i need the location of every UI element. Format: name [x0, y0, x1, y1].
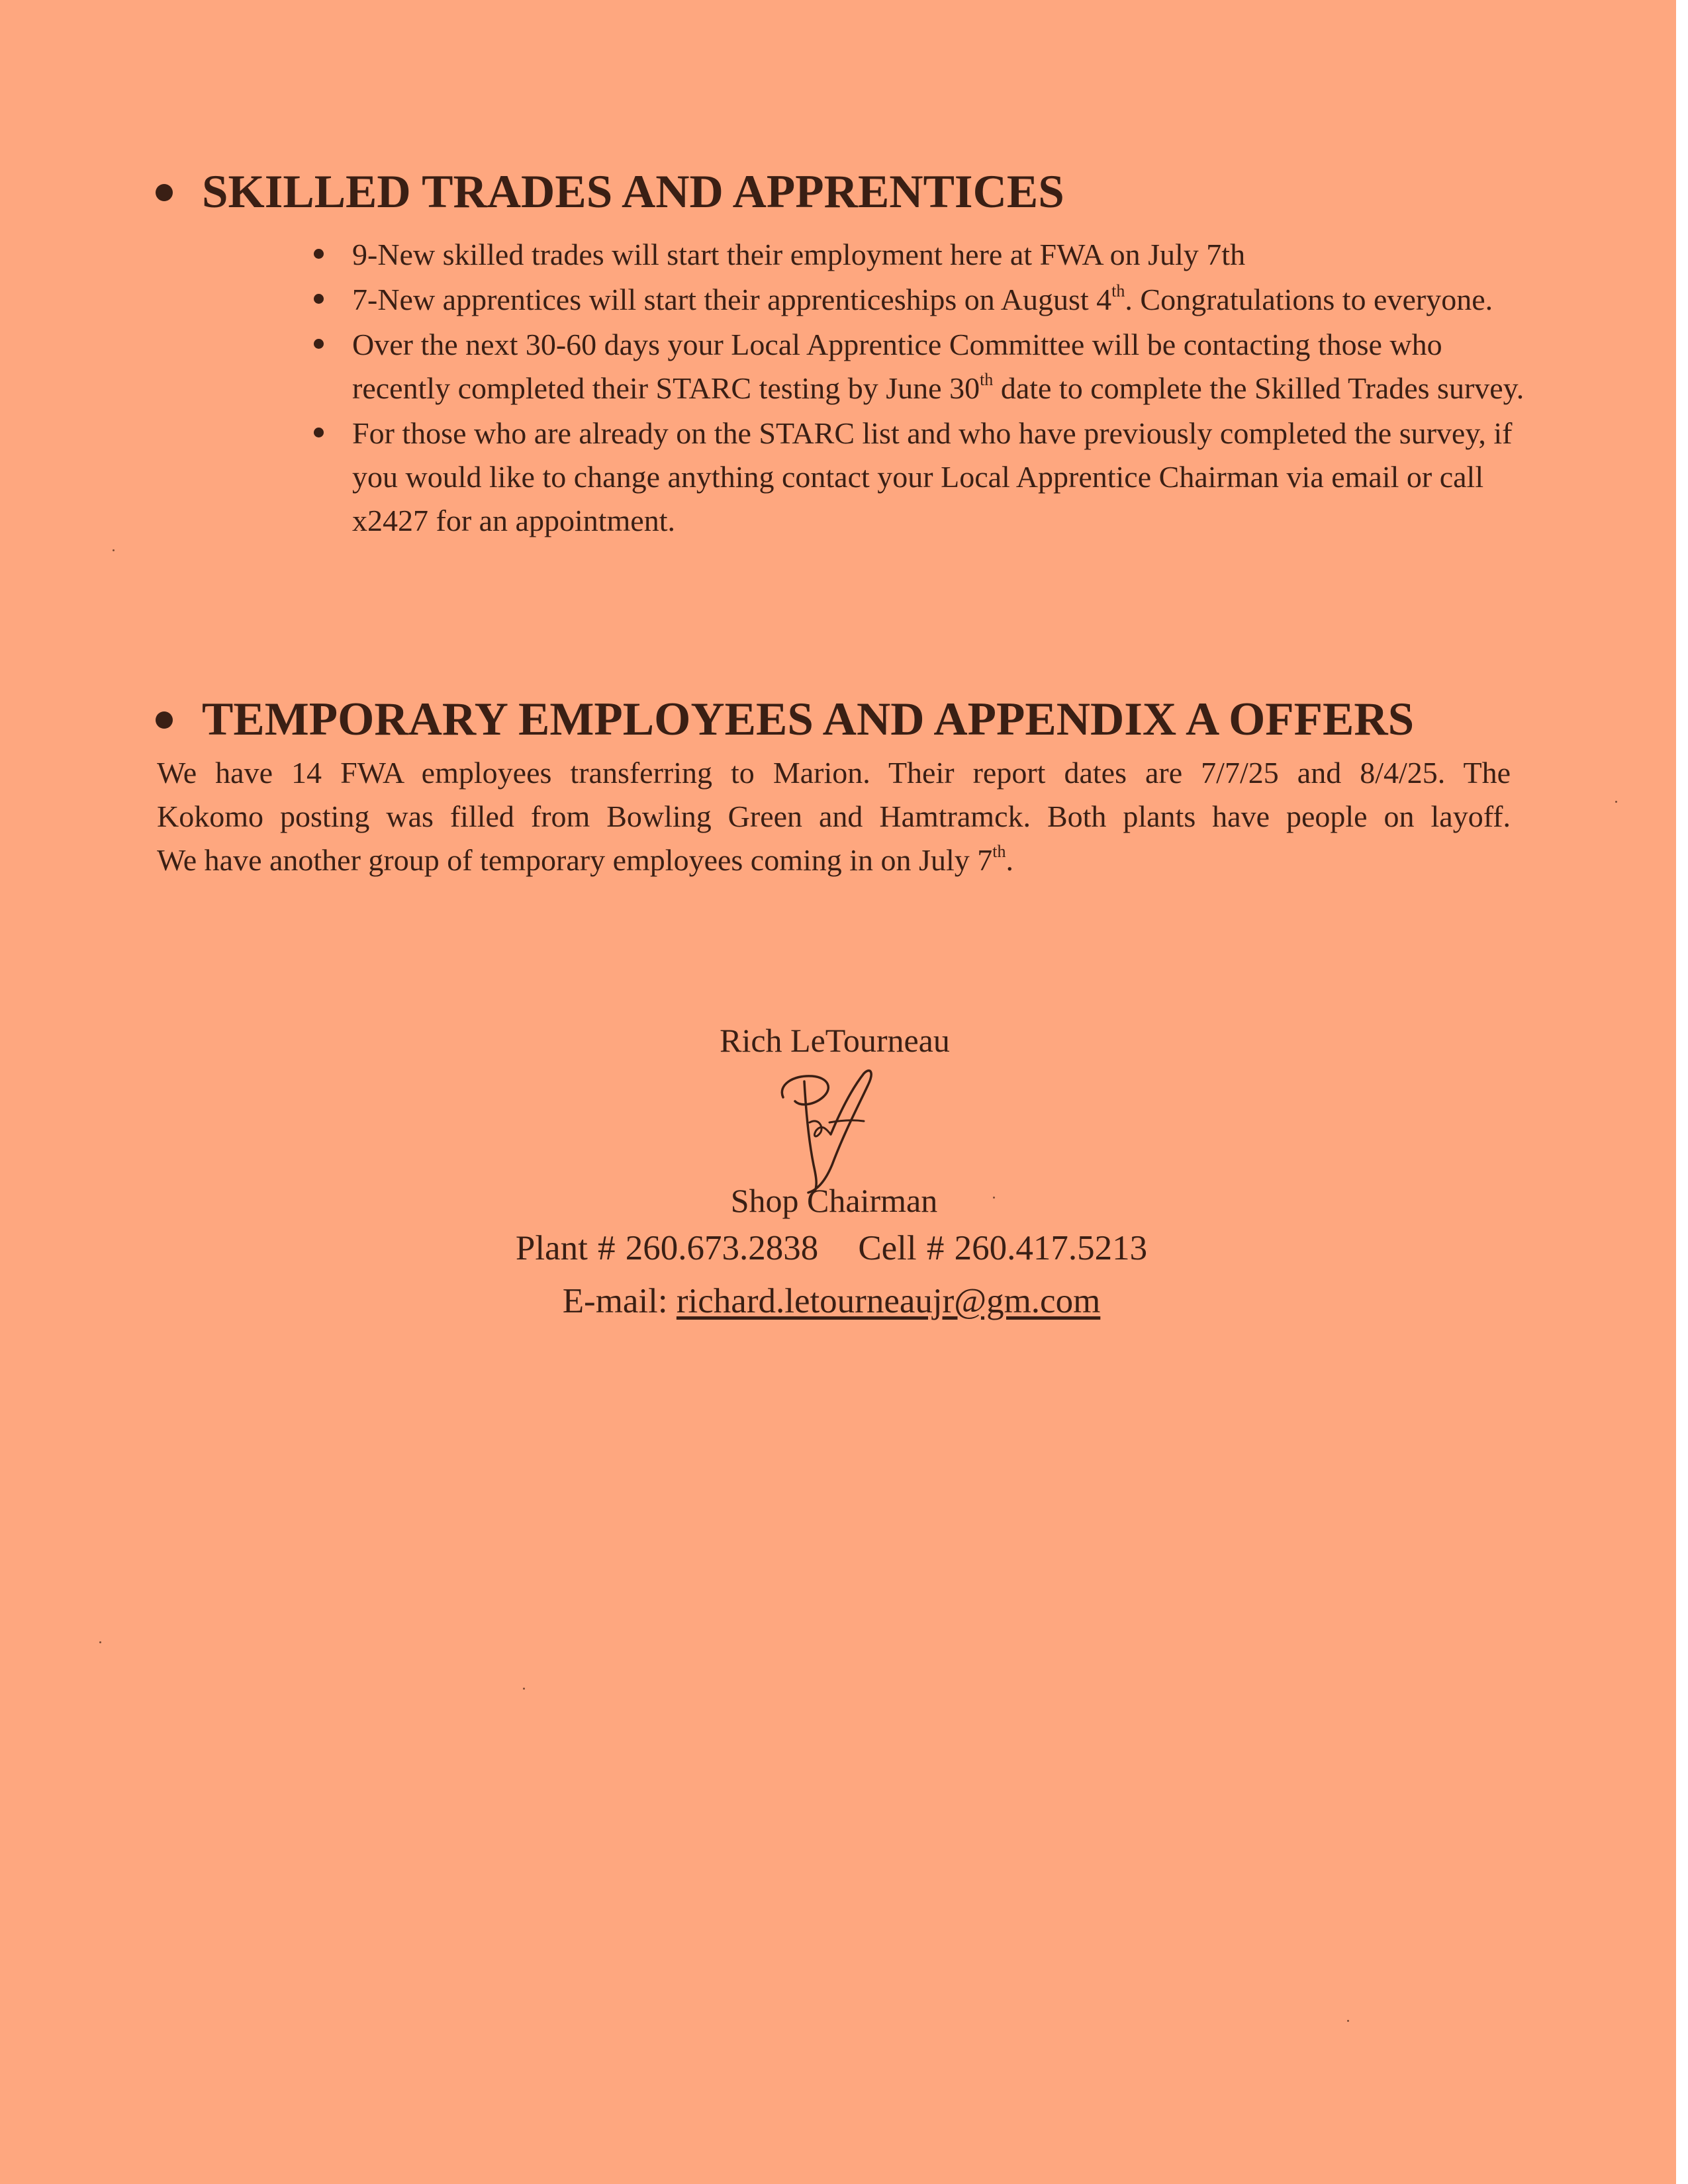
ordinal-suffix: th	[980, 369, 994, 389]
scan-speck	[523, 1688, 525, 1690]
bullet-icon	[314, 339, 324, 349]
bullet-icon	[314, 428, 324, 437]
ordinal-suffix: th	[1111, 281, 1125, 300]
list-item-text-post: date to complete the Skilled Trades survey.	[993, 371, 1524, 405]
skilled-trades-list	[352, 233, 1530, 544]
list-item	[352, 412, 1530, 543]
signer-name: Rich LeTourneau	[720, 1022, 950, 1059]
scan-speck	[1615, 801, 1617, 803]
list-item-text-post: . Congratulations to everyone.	[1125, 283, 1493, 316]
signer-title: Shop Chairman	[730, 1182, 938, 1219]
contact-email	[0, 1277, 1669, 1325]
temporary-employees-paragraph	[157, 751, 1511, 882]
bullet-icon	[314, 249, 324, 259]
scan-speck	[1347, 2020, 1349, 2022]
paragraph-line-post: .	[1006, 843, 1013, 877]
list-item-text-pre: 7-New apprentices will start their apprenticeships on August 4	[352, 283, 1112, 316]
section-heading-text: TEMPORARY EMPLOYEES AND APPENDIX A OFFERS	[202, 694, 1415, 745]
list-item-text-pre: Over the next 30-60 days your Local Apprentice Committee will be contacting those who recently completed their STARC testing by June 30	[352, 328, 1442, 405]
list-item	[352, 323, 1530, 410]
email-label: E-mail:	[562, 1282, 668, 1320]
email-link[interactable]: richard.letourneaujr@gm.com	[676, 1282, 1101, 1320]
list-item	[352, 278, 1530, 322]
ordinal-suffix: th	[992, 841, 1006, 861]
paragraph-line	[157, 839, 1511, 882]
paragraph-line: Kokomo posting was filled from Bowling Green and Hamtramck. Both plants have people on layoff.	[157, 799, 1511, 833]
paragraph-line-pre: We have another group of temporary employees coming in on July 7	[157, 843, 993, 877]
cell-phone: Cell # 260.417.5213	[858, 1229, 1148, 1267]
contact-phones	[0, 1224, 1669, 1272]
plant-phone: Plant # 260.673.2838	[515, 1229, 819, 1267]
section-heading-temporary-employees	[156, 693, 1414, 746]
scan-speck	[113, 549, 115, 551]
scan-speck	[99, 1641, 101, 1643]
list-item-text: For those who are already on the STARC list and who have previously completed the survey, if you would like to change anything contact your Local Apprentice Chairman via email or call x2427 for an appointment.	[352, 416, 1513, 537]
paragraph-line: We have 14 FWA employees transferring to Marion. Their report dates are 7/7/25 and 8/4/25. The	[157, 756, 1511, 790]
bullet-icon	[156, 711, 173, 729]
bullet-icon	[314, 294, 324, 304]
list-item	[352, 233, 1530, 277]
section-heading-text: SKILLED TRADES AND APPRENTICES	[202, 166, 1064, 218]
list-item-text: 9-New skilled trades will start their employment here at FWA on July 7th	[352, 238, 1246, 271]
scan-speck	[993, 1197, 995, 1199]
section-heading-skilled-trades	[156, 165, 1064, 218]
bullet-icon	[156, 184, 173, 201]
